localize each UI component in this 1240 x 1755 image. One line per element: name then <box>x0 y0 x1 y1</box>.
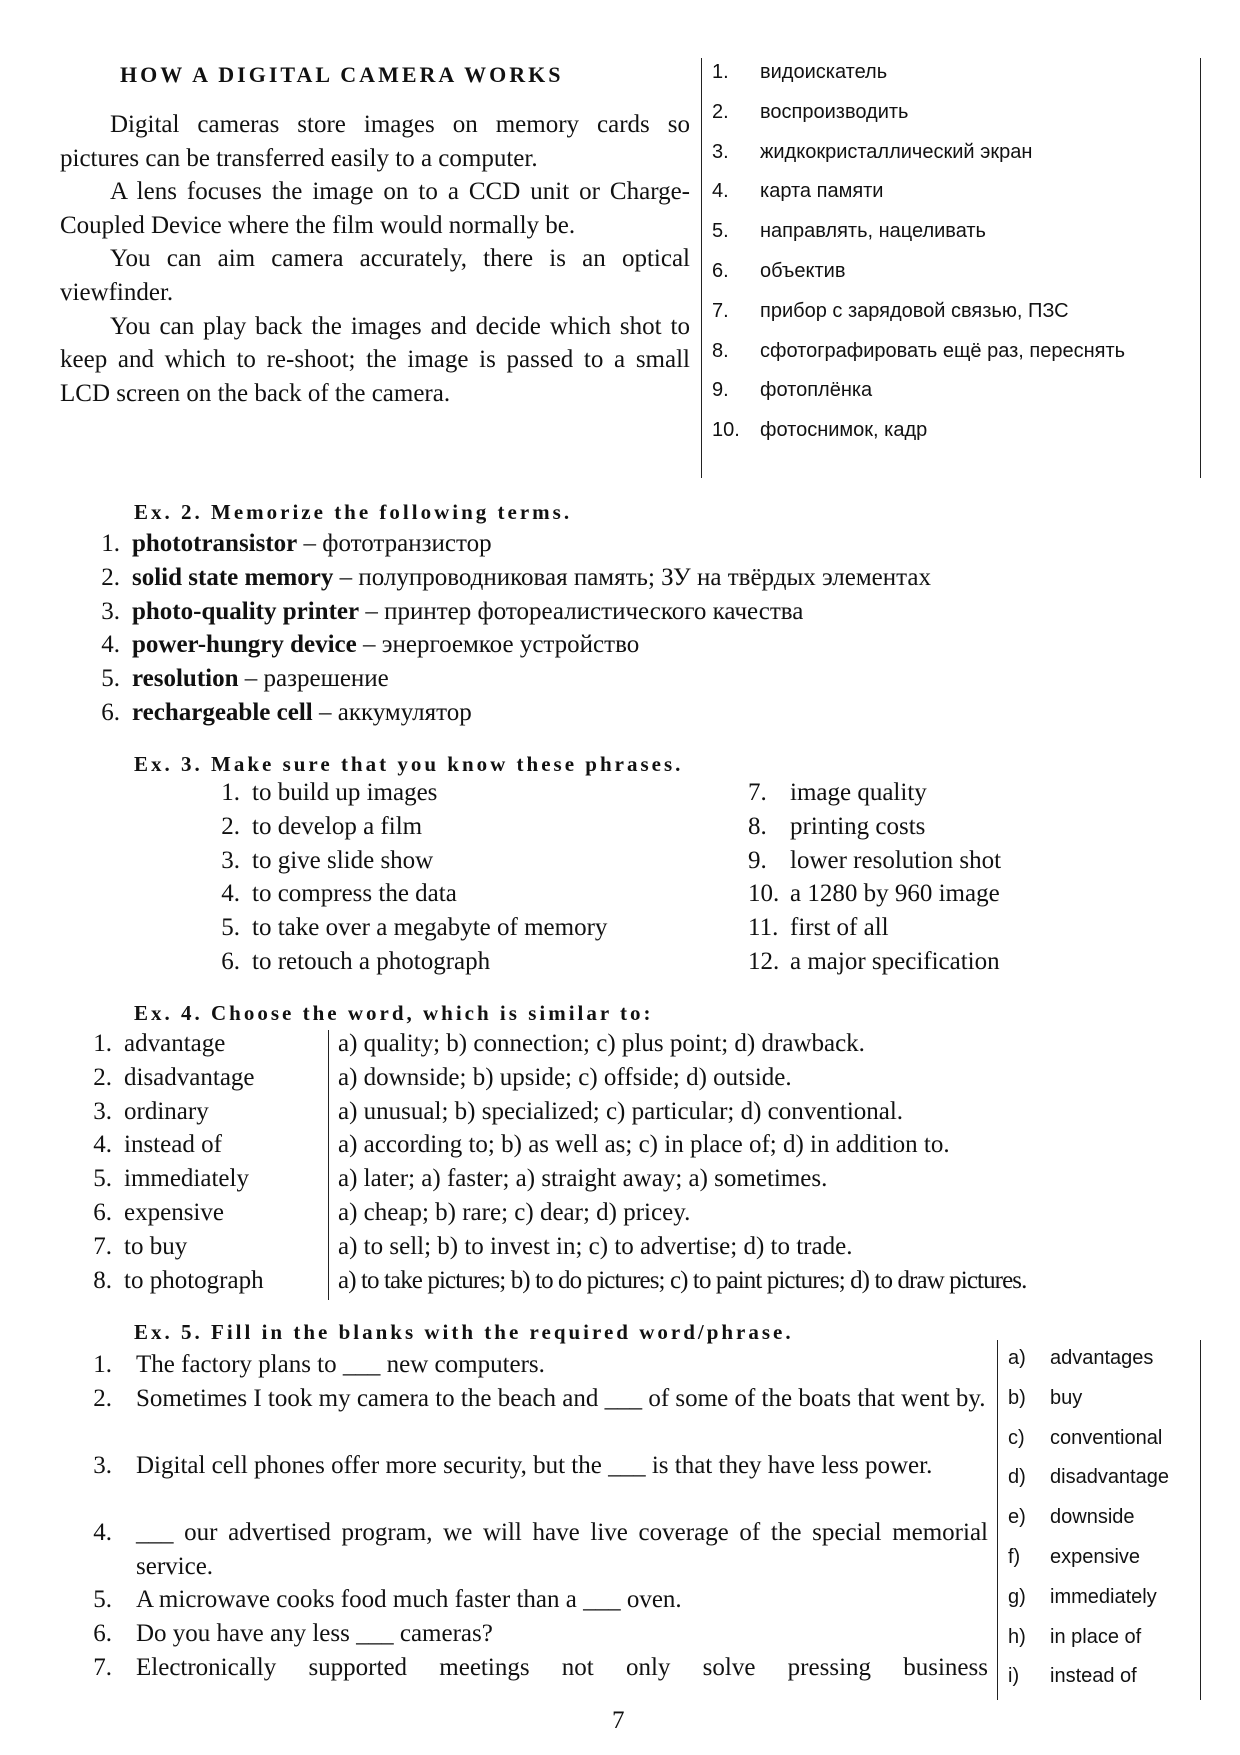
options: a) according to; b) as well as; c) in place of; d) in addition to. <box>338 1131 950 1159</box>
glossary-item <box>712 340 1125 363</box>
item-number: 7. <box>712 299 729 322</box>
word: advantage <box>124 1030 226 1057</box>
translation: – фототранзистор <box>297 530 492 557</box>
option-item <box>1008 1626 1141 1649</box>
phrase: a major specification <box>790 948 1000 975</box>
phrase-item <box>748 779 927 807</box>
glossary-term: объектив <box>760 260 846 282</box>
option-letter: d) <box>1008 1466 1026 1489</box>
item-number: 8. <box>93 1266 112 1294</box>
glossary-item <box>712 260 845 283</box>
sentence: A microwave cooks food much faster than a ___ oven. <box>136 1586 682 1613</box>
sentence-item <box>84 1348 988 1382</box>
item-number: 10. <box>748 880 780 908</box>
item-number: 2. <box>221 812 240 840</box>
glossary-item <box>712 220 986 243</box>
intro-paragraph: Digital cameras store images on memory cards so pictures can be transferred easily to a computer. <box>60 111 690 172</box>
word-item <box>84 1267 264 1295</box>
option-word: instead of <box>1050 1665 1137 1688</box>
term: resolution <box>132 665 239 693</box>
translation: – аккумулятор <box>312 699 472 726</box>
divider <box>1200 1340 1201 1700</box>
item-number: 8. <box>712 339 729 362</box>
term-item <box>92 631 639 659</box>
item-number: 2. <box>93 1385 112 1412</box>
item-number: 8. <box>748 812 767 840</box>
intro-text <box>60 108 690 410</box>
word: instead of <box>124 1131 222 1159</box>
ex5-heading: Ex. 5. Fill in the blanks with the required word/phrase. <box>134 1320 794 1344</box>
option-item <box>1008 1586 1157 1609</box>
sentence-item <box>84 1449 988 1483</box>
option-letter: c) <box>1008 1426 1025 1449</box>
translation: – энергоемкое устройство <box>356 631 640 659</box>
option-letter: b) <box>1008 1386 1026 1409</box>
glossary-term: карта памяти <box>760 180 884 203</box>
sentence-item <box>84 1516 988 1584</box>
word-item <box>84 1131 222 1159</box>
options: a) to take pictures; b) to do pictures; c) to paint pictures; d) to draw pictures. <box>338 1266 1027 1294</box>
option-letter: f) <box>1008 1546 1021 1568</box>
glossary-term: воспроизводить <box>760 100 909 123</box>
intro-paragraph: You can aim camera accurately, there is an optical viewfinder. <box>60 245 690 306</box>
option-letter: i) <box>1008 1665 1020 1688</box>
divider <box>1200 58 1201 478</box>
phrase: to build up images <box>252 779 438 806</box>
option-word: advantages <box>1050 1347 1154 1369</box>
item-number: 1. <box>712 61 729 83</box>
word: disadvantage <box>124 1063 255 1091</box>
term: solid state memory <box>132 563 334 591</box>
item-number: 6. <box>712 260 729 282</box>
ex3-heading: Ex. 3. Make sure that you know these phrases. <box>134 752 684 776</box>
glossary-term: фотоплёнка <box>760 379 873 402</box>
sentence-item <box>84 1382 988 1416</box>
option-letter: a) <box>1008 1347 1026 1369</box>
term-item <box>92 530 492 558</box>
intro-paragraph: A lens focuses the image on to a CCD unit or Charge-Coupled Device where the film would normally be. <box>60 178 690 239</box>
term: power-hungry device <box>132 631 357 659</box>
option-word: immediately <box>1050 1585 1157 1608</box>
item-number: 12. <box>748 948 780 975</box>
sentence: Sometimes I took my camera to the beach and ___ of some of the boats that went by. <box>136 1385 986 1412</box>
item-number: 3. <box>93 1452 112 1479</box>
item-number: 10. <box>712 419 740 442</box>
glossary-term: направлять, нацеливать <box>760 220 986 243</box>
option-letter: h) <box>1008 1625 1026 1648</box>
phrase-item <box>210 948 490 976</box>
phrase: to give slide show <box>252 846 434 874</box>
sentence: ___ our advertised program, we will have live coverage of the special memorial service. <box>136 1519 988 1580</box>
item-number: 1. <box>93 1351 112 1378</box>
phrase: to compress the data <box>252 880 457 908</box>
sentence-item <box>84 1617 988 1651</box>
item-number: 9. <box>712 379 729 402</box>
word: immediately <box>124 1165 249 1193</box>
term: phototransistor <box>132 530 298 557</box>
page-number: 7 <box>612 1707 625 1734</box>
word-item <box>84 1199 224 1227</box>
glossary-item <box>712 101 908 124</box>
glossary-item <box>712 300 1069 323</box>
glossary-item <box>712 141 1032 164</box>
option-item <box>1008 1546 1140 1569</box>
item-number: 1. <box>93 1030 112 1057</box>
term: rechargeable cell <box>132 699 313 726</box>
phrase: printing costs <box>790 812 926 840</box>
options: a) unusual; b) specialized; c) particular; d) conventional. <box>338 1097 904 1125</box>
translation: – разрешение <box>238 665 389 693</box>
glossary-term: видоискатель <box>760 61 888 83</box>
glossary-item <box>712 379 872 402</box>
option-word: conventional <box>1050 1426 1163 1449</box>
section-title: HOW A DIGITAL CAMERA WORKS <box>120 62 564 87</box>
glossary-item <box>712 419 927 442</box>
sentence-item <box>84 1583 988 1617</box>
word: to buy <box>124 1232 188 1260</box>
phrase: image quality <box>790 779 927 806</box>
phrase-item <box>748 914 889 942</box>
item-number: 1. <box>101 530 120 557</box>
phrase-item <box>748 847 1001 875</box>
option-item <box>1008 1427 1162 1450</box>
divider <box>701 58 702 478</box>
word-item <box>84 1165 249 1193</box>
option-word: expensive <box>1050 1546 1141 1568</box>
word: expensive <box>124 1199 224 1226</box>
term-item <box>92 699 472 727</box>
option-word: in place of <box>1050 1625 1142 1648</box>
word-item <box>84 1233 187 1261</box>
phrase-item <box>748 813 925 841</box>
sentence: Digital cell phones offer more security, but the ___ is that they have less power. <box>136 1452 933 1479</box>
phrase: to take over a megabyte of memory <box>252 914 608 942</box>
item-number: 4. <box>93 1131 112 1159</box>
glossary-term: сфотографировать ещё раз, переснять <box>760 339 1126 362</box>
item-number: 4. <box>101 631 120 659</box>
word-item <box>84 1030 225 1058</box>
item-number: 3. <box>712 140 729 163</box>
item-number: 6. <box>101 699 120 726</box>
option-word: downside <box>1050 1506 1135 1529</box>
option-word: disadvantage <box>1050 1466 1169 1489</box>
term-item <box>92 598 803 626</box>
item-number: 6. <box>93 1199 112 1226</box>
item-number: 11. <box>748 914 779 942</box>
item-number: 5. <box>221 914 240 942</box>
phrase: to develop a film <box>252 812 423 840</box>
sentence-item <box>84 1651 988 1685</box>
term-item <box>92 564 931 592</box>
term-item <box>92 665 389 693</box>
term: photo-quality printer <box>132 597 360 625</box>
item-number: 5. <box>712 220 729 243</box>
item-number: 6. <box>93 1620 112 1647</box>
ex4-heading: Ex. 4. Choose the word, which is similar to: <box>134 1001 654 1025</box>
phrase-item <box>748 880 1000 908</box>
phrase-item <box>210 779 437 807</box>
item-number: 1. <box>221 779 240 806</box>
ex2-heading: Ex. 2. Memorize the following terms. <box>134 500 573 524</box>
options: a) downside; b) upside; c) offside; d) outside. <box>338 1063 792 1091</box>
glossary-term: прибор с зарядовой связью, ПЗС <box>760 299 1069 322</box>
glossary-term: фотоснимок, кадр <box>760 419 928 442</box>
phrase-item <box>748 948 1000 976</box>
phrase-item <box>210 813 422 841</box>
item-number: 7. <box>93 1654 112 1681</box>
options: a) later; a) faster; a) straight away; a) sometimes. <box>338 1165 828 1193</box>
item-number: 4. <box>221 880 240 908</box>
item-number: 6. <box>221 948 240 975</box>
options: a) cheap; b) rare; c) dear; d) pricey. <box>338 1199 691 1226</box>
option-item <box>1008 1387 1082 1410</box>
option-item <box>1008 1347 1153 1370</box>
phrase-item <box>210 847 433 875</box>
item-number: 5. <box>93 1586 112 1613</box>
item-number: 4. <box>93 1519 112 1546</box>
glossary-item <box>712 180 883 203</box>
item-number: 3. <box>221 846 240 874</box>
item-number: 7. <box>93 1232 112 1260</box>
item-number: 5. <box>101 665 120 693</box>
option-letter: e) <box>1008 1506 1026 1529</box>
intro-paragraph: You can play back the images and decide which shot to keep and which to re-shoot; the image is passed to a small LCD screen on the back of the camera. <box>60 312 690 407</box>
item-number: 5. <box>93 1165 112 1193</box>
options: a) to sell; b) to invest in; c) to advertise; d) to trade. <box>338 1232 853 1260</box>
phrase: to retouch a photograph <box>252 948 491 975</box>
item-number: 4. <box>712 180 729 203</box>
divider <box>997 1340 998 1700</box>
item-number: 2. <box>93 1063 112 1091</box>
option-item <box>1008 1665 1137 1688</box>
phrase-item <box>210 880 457 908</box>
translation: – полупроводниковая память; ЗУ на твёрдых элементах <box>333 563 931 591</box>
item-number: 9. <box>748 846 767 874</box>
phrase: first of all <box>790 914 889 942</box>
sentence: Do you have any less ___ cameras? <box>136 1620 493 1647</box>
option-item <box>1008 1506 1135 1529</box>
item-number: 3. <box>93 1097 112 1125</box>
option-letter: g) <box>1008 1585 1026 1608</box>
option-word: buy <box>1050 1386 1083 1409</box>
phrase-item <box>210 914 607 942</box>
option-item <box>1008 1466 1169 1489</box>
item-number: 3. <box>101 597 120 625</box>
item-number: 2. <box>712 100 729 123</box>
item-number: 2. <box>101 563 120 591</box>
word-item <box>84 1098 209 1126</box>
word: to photograph <box>124 1266 264 1294</box>
sentence: The factory plans to ___ new computers. <box>136 1351 545 1378</box>
glossary-term: жидкокристаллический экран <box>760 140 1033 163</box>
options: a) quality; b) connection; c) plus point; d) drawback. <box>338 1030 865 1057</box>
translation: – принтер фотореалистического качества <box>359 597 804 625</box>
phrase: lower resolution shot <box>790 846 1002 874</box>
sentence: Electronically supported meetings not only solve pressing business <box>136 1654 988 1681</box>
phrase: a 1280 by 960 image <box>790 880 1000 908</box>
item-number: 7. <box>748 779 767 806</box>
divider <box>328 1030 329 1300</box>
glossary-item <box>712 61 887 84</box>
word: ordinary <box>124 1097 209 1125</box>
word-item <box>84 1064 255 1092</box>
